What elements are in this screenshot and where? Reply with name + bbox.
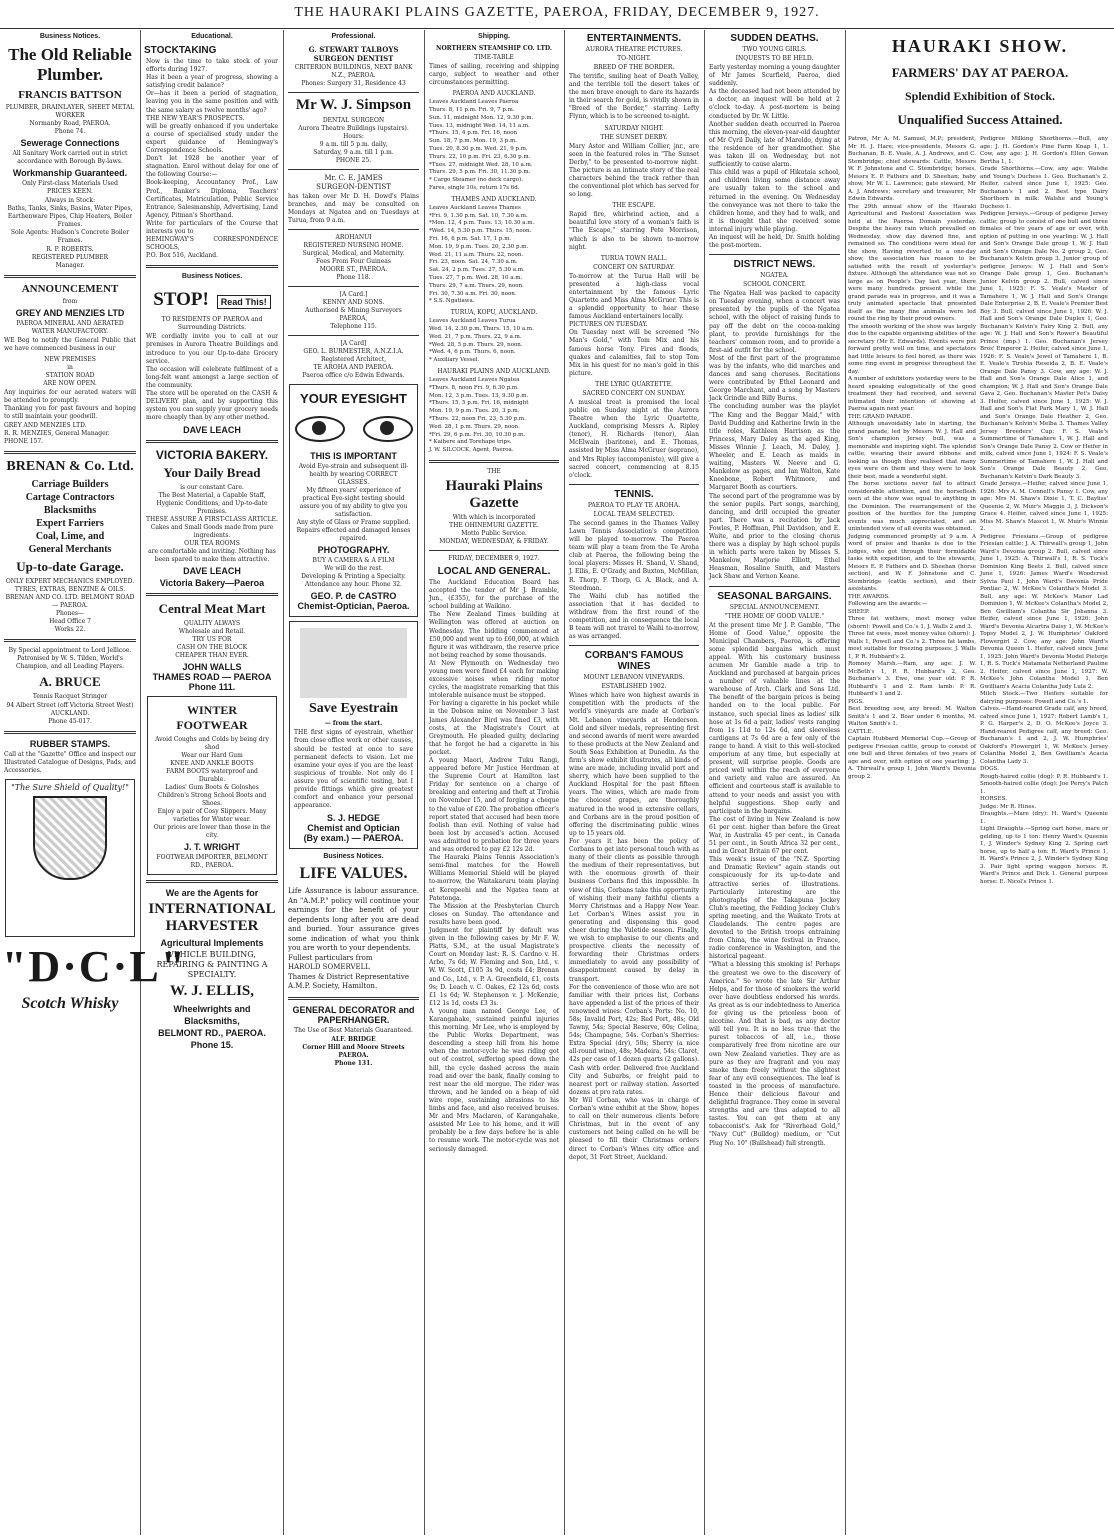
eyesight-advert bbox=[289, 384, 418, 617]
local-general-heading: LOCAL AND GENERAL. bbox=[437, 565, 551, 577]
rubber-stamps-heading: RUBBER STAMPS. bbox=[29, 738, 111, 749]
dcl-advert bbox=[5, 779, 135, 937]
bridge-text: ALF. BRIDGE Corner Hill and Moore Streets PAEROA. Phone 131. bbox=[302, 1035, 405, 1067]
divider bbox=[429, 550, 559, 551]
gazette-the: THE bbox=[487, 467, 501, 475]
column-rule bbox=[845, 30, 846, 1535]
bruce-name: A. BRUCE bbox=[39, 673, 101, 689]
column-professional bbox=[286, 30, 421, 1535]
hauraki-plains-table: Leaves Auckland Leaves Ngatea *Thurs. 8, noon Fri. 9, 6.30 p.m. Mon. 12, 3 p.m. Tues. 13, 9.30 p.m. *Thurs. 15, 5 p.m. Fri. 16, midnight Mon. 19, 9 p.m. Tues. 20, 3 p.m. *Thurs. 22, noon Fri. 23, 5.30 p.m. Wed. 28, 1 p.m. Thurs. 29, noon. *Fri. 29, 6 p.m. Fri. 30, 10.30 p.m. * Kaihere and Torehape trips. J. W. SILCOCK, Agent, Paeroa. bbox=[429, 376, 529, 454]
reading-man-illustration bbox=[300, 628, 407, 698]
divider bbox=[4, 275, 136, 278]
thames-auckland-table: Leaves Auckland Leaves Thames *Fri. 9, 1.30 p.m. Sat. 10, 7.30 a.m. *Mon. 12, 4 p.m. Tues. 13, 10.30 a.m. *Wed. 14, 5.30 p.m. Thurs. 15, noon. Fri. 16, 6 p.m. Sat. 17, 1 p.m. Mon. 19, 9 p.m. Tues. 20, 2.30 p.m. Wed. 21, 11 a.m. Thurs. 22, noon. Fri. 23, noon. Sat. 24, 7.30 a.m. Sat. 24, 2 p.m. Tues. 27, 5.30 a.m. Tues. 27, 7 p.m. Wed. 28, 10 a.m. Thurs. 29, 7 a.m. Thurs. 29, noon. Fri. 30, 7.30 a.m. Fri. 30, noon. * S.S. Ngatiawa. bbox=[429, 204, 535, 305]
residents-text: TO RESIDENTS OF PAEROA and Surrounding Districts. bbox=[161, 316, 263, 332]
wright-name: J. T. WRIGHT bbox=[184, 842, 240, 853]
gazette-info: With which is incorporated THE OHINEMURI GAZETTE. Motto Public Service. MONDAY, WEDNESDAY, & FRIDAY. bbox=[439, 513, 549, 545]
divider bbox=[709, 586, 840, 587]
stocktaking-text: Now is the time to take stock of your efforts during 1927. Has it been a year of progress, showing a satisfying credit balance? Or—has it been a period of stagnation, leaving you in the same position and with the same salary as twelve months' ago? THE NEW YEAR'S PROSPECTS. will be greatly enhanced if you undertake a course of specialised study under the expert guidance of Hemingway's Correspondence Schools. Don't let 1928 be another year of stagnation. Enrol without delay for one of the following Course:— Book-keeping, Accountancy Prof., Law Prof., Banker's Diploma, Teachers' Certificates, Matriculation, Public Service Entrance, Salesmanship, Advertising, Land Agency, Pitman's Shorthand. Write for particulars of the Course that interests you to HEMINGWAY'S CORRESPONDENCE SCHOOLS, P.O. Box 516, Auckland. bbox=[146, 58, 278, 260]
sewerage-heading: Sewerage Connections bbox=[20, 138, 120, 148]
james-name: Mr. C. E. JAMES SURGEON-DENTIST bbox=[316, 174, 391, 191]
column-entertainments bbox=[567, 30, 701, 1535]
aurora-heading: AURORA THEATRE PICTURES. bbox=[585, 46, 683, 53]
paeroa-mineral: PAEROA MINERAL AND AERATED WATER MANUFACTORY. bbox=[16, 320, 124, 335]
column-hauraki-show bbox=[848, 30, 1112, 1535]
divider bbox=[288, 92, 419, 93]
paeroa-auckland-heading: PAEROA AND AUCKLAND. bbox=[452, 90, 536, 98]
wright-text: FOOTWEAR IMPORTER, BELMONT RD., PAEROA. bbox=[156, 854, 268, 870]
important-heading: THIS IS IMPORTANT bbox=[310, 451, 397, 462]
sacred-text: A musical treat is promised the local public on Sunday night at the Aurora Theatre when the Lyric Quartette, Auckland, comprising Messrs A. Ripley (tenor), H. Richards (tenor), Alan McElwain (baritone), and E. Thomas, assisted by Miss Alma McGruer (soprano), and Mrs Ripley (accompaniste), will give a sacred concert, commencing at 8.15 o'clock. bbox=[569, 398, 699, 479]
divider bbox=[709, 254, 840, 255]
gazette-title: Hauraki Plains Gazette bbox=[445, 477, 543, 511]
photography-heading: PHOTOGRAPHY. bbox=[317, 545, 390, 556]
divider bbox=[4, 639, 136, 642]
new-premises: NEW PREMISES in STATION ROAD ARE NOW OPEN. bbox=[43, 356, 97, 388]
column-rule bbox=[704, 30, 705, 1535]
workmanship-heading: Workmanship Guaranteed. bbox=[12, 168, 128, 178]
two-girls: TWO YOUNG GIRLS. bbox=[742, 46, 807, 53]
life-values-text: Life Assurance is labour assurance. An "A.M.P." policy will continue your earnings for the benefit of your dependents long after you are dead and buried. Your assurance gives some indication of what you think you are worth to your dependents. Fullest particulars from HAROLD SOMERVELL Thames & District Representative A.M.P. Society, Hamilton. bbox=[288, 887, 419, 991]
stop-heading: STOP! bbox=[153, 289, 209, 311]
tennis-sub: PAEROA TO PLAY TE AROHA. bbox=[587, 501, 681, 509]
divider bbox=[288, 229, 419, 230]
divider bbox=[569, 484, 699, 485]
john-walls: JOHN WALLS THAMES ROAD — PAEROA Phone 111. bbox=[152, 662, 272, 693]
hedge-name: S. J. HEDGE Chemist and Optician (By exam.) — PAEROA. bbox=[303, 813, 404, 844]
divider bbox=[146, 440, 278, 443]
divider bbox=[288, 997, 419, 1000]
simpson-name: Mr W. J. Simpson bbox=[295, 97, 412, 113]
breed-heading: BREED OF THE BORDER. bbox=[593, 64, 675, 71]
farmers-day: FARMERS' DAY AT PAEROA. bbox=[891, 65, 1069, 80]
concert-heading: CONCERT ON SATURDAY. bbox=[593, 263, 675, 271]
divider bbox=[4, 451, 136, 454]
workmanship-text: Only First-class Materials Used PRICES KEEN. bbox=[22, 180, 118, 195]
shield-icon bbox=[33, 796, 107, 880]
show-title: HAURAKI SHOW. bbox=[891, 36, 1069, 56]
breed-text: The terrific, smiling heat of Death Valley, and the terrible toll the desert takes of the men brave enough to dare its hazards in their search for gold, is vividly shown in "Breed of the Border," starring Lefty Flynn, which is to be screened to-night. bbox=[569, 73, 699, 121]
section-heading: Business Notices. bbox=[323, 853, 384, 861]
column-rule bbox=[564, 30, 565, 1535]
sewerage-text: All Sanitary Work carried out in strict accordance with Borough By-laws. bbox=[12, 150, 128, 165]
photography-text: BUY A CAMERA & A FILM We will do the rest. Developing & Printing a Specialty. Attendance any hour. Phone 32. bbox=[301, 557, 406, 589]
divider bbox=[288, 286, 419, 287]
harvester-heading: INTERNATIONAL HARVESTER bbox=[148, 901, 276, 935]
seasonal-heading: SEASONAL BARGAINS. bbox=[717, 590, 832, 602]
victoria-bakery-paeroa: Victoria Bakery—Paeroa bbox=[159, 578, 265, 589]
show-report-left: Patron, Mr A. M. Samuel, M.P.; president, Mr H. J. Hare; vice-presidents, Messrs G. Buchanan, B. E. Veale, A. J. Andrews, and C. Stembridge; chief stewards: Cattle, Messrs W. F. Johnstone and C. Stembridge; horses, Messrs E. P. Fathers and D. Sheehan; baby show, Mr W. L. Lawrence; gate steward, Mr A. J. Andrews; secretary and treasurer, Mr Edwin Edwards. The 29th annual show of the Hauraki Agricultural and Pastoral Association was held at the Paeroa Domain yesterday. Despite the heavy rain which prevailed on Wednesday, show day dawned fine, and remained so. The conditions were ideal for the show. Having reverted to a one-day show, the association has reason to be satisfied with the result of yesterday's fixture. Although the attendance was not so large as on People's Day last year, there were many hundreds present while the grand parade was in progress, and it was a truly animated spectacle that presented itself as the many fine animals were led round the ring by their proud owners. The smooth working of the show was largely due to the capable organising abilities of the secretary (Mr E. Edwards). Events were put forward pretty well on time, and spectators had little leisure to feel bored, as there was some ring event in progress throughout the day. A number of exhibitors yesterday were to be heard speaking eulogistically of the good treatment they had received, and several intimated their intention of showing at Paeroa again next year. THE GRAND PARADE. Although unavoidably late in starting, the grand parade, led by Messrs W. J. Hall and Son's champion Jersey bull, was a memorable and inspiring sight. The splendid cattle, wearing their award ribbons and looking as though they realised that many eyes were on them and they were to look their best, made a wonderful sight. The horse sections never fail to attract considerable attention, and the horseflesh seen at the show was equal to anything in the Dominion. The rearrangement of the position of the hurdles for the jumping events was much appreciated, and an unintended view of all events was obtained. Judging commenced promptly at 9 a.m. A word of praise and thanks is due to the judges, who got through their formidable tasks with expedition, and to the stewards, Messrs E. P. Fathers and D. Sheehan (horse section), and W. F. Johnstone and C. Stembridge (cattle section), and their assistants. THE AWARDS. Following are the awards:— SHEEP. Three fat wethers, most money value (shorn): Powell and Co.'s 1, J. Walls 2 and 3. Three fat ewes, most money value (shorn): J. Walls 1, Powell and Co.'s 2. Three fat lambs, most suitable for freezing purposes: J. Walls 1, P. R. Hubbard's 2. Romney Marsh.—Ram, any age: J. W. McBeth's 1, P. R. Hubbard's 2, Geo. Buchanan's 3. Ewe, one year old: P. R. Hubbard's 1 and 2. Ram lamb: P. R. Hubbard's 1 and 2. PIGS. Best breeding sow, any breed: M. Walton Smith's 1 and 2. Boar under 6 months, M. Walton Smith's 1. CATTLE. Captain Hubbard Memorial Cup.—Group of pedigree Friesian cattle, group to consist of one bull and three females of two years of age and over, with option of one yearling: J. A. Thirwall's group 1, John Ward's Devonia group 2. bbox=[848, 136, 976, 780]
eyesight-text: Avoid Eye-strain and subsequent ill-health by wearing CORRECT GLASSES. My fifteen years' experience of practical Eye-sight testing should assure you of my ability to give you satisfaction. Any style of Glass or Frame supplied. Repairs effected and damaged lenses repaired. bbox=[296, 463, 411, 543]
sudden-deaths-text: Early yesterday morning a young daughter of Mr James Scurfield, Paeroa, died suddenly. As the deceased had not been attended by a doctor, an inquest will be held at 2 o'clock to-day. A post-mortem is being conducted by Dr. W. Little. Another sudden death occurred in Paeroa this morning, the eleven-year-old daughter of Mr Cyril Daily, late of Mareldo, dying at the residence of her grandmother. She was taken ill on Wednesday, but not sufficiently to cause alarm. This child was a pupil of Hikutaia school, and children living some distance away are usually taken to the school and returned in the evening. On Wednesday the conveyance was not there to take the children home, and they had to walk, and it is thought that she received some internal injury while playing. An inquest will be held, Dr. Smith holding the post-mortem. bbox=[709, 64, 840, 250]
meat-mart-heading: Central Meat Mart bbox=[158, 601, 266, 617]
column-rule bbox=[283, 30, 284, 1535]
splendid-exhibition: Splendid Exhibition of Stock. bbox=[904, 89, 1056, 103]
james-text: has taken over Mr D. H. Dowd's Plains branches, and may be consulted on Mondays at Ngatea and on Tuesdays at Turua, from 9 a.m. bbox=[288, 193, 419, 225]
tennis-sub-2: LOCAL TEAM SELECTED. bbox=[593, 510, 675, 518]
save-eyestrain-advert bbox=[289, 621, 418, 849]
eyes-icon bbox=[292, 409, 415, 449]
school-concert-text: The Ngatea Hall was packed to capacity on Tuesday evening, when a concert was presented by the pupils of the Ngatea school, with the object of raising funds to pay off the debt on the cocoa-making plant, to provide furnishings for the teachers' common room, and to provide a first-aid outfit for the school. Most of the first part of the programme was by the infants, who did marches and dances and sang choruses. Recitations were contributed by Ethel Leonard and George Marchant, and a song by Masters Jack Grindle and Billy Burns. The concluding number was the playlet "The King and the Beggar Maid," with David Dudding and Katherine Irwin in the title roles, Kathleen Harrison as the Princess, Mary Daley as the aged King, Misses Winnie J. Leach, M. Daley, J. Wheeler, and E. Leach as maids in waiting, Masters W. Neeve and G. Mankelow as pages, and Ian Walton, Kate Kneebone, Robert Whitmore, and Margaret Booth as courtiers. The second part of the programme was by the senior pupils. Part songs, marching, dancing, and drill occupied the greater part. There was a recitation by Jack Fowles, P. Hoffman, Phil Davidson, and E. Waite, and prior to the closing chorus there was a display by high school pupils in which parts were taken by Misses S. Mankelow, Marjorie Elliott, Ethel Heasman, Rosaline Smith, and Masters Jack Shaw and Vernon Keane. bbox=[709, 290, 840, 581]
battson-name: FRANCIS BATTSON bbox=[18, 89, 122, 101]
home-of-good-value: "THE HOME OF GOOD VALUE." bbox=[724, 612, 825, 620]
save-eyestrain-text: THE first signs of eyestrain, whether from close office work or other causes, should be tested at once to save permanent defects to vision. Let me examine your eyes if you are the least suspicious of trouble. Not only do I assure you of scientific testing, but I provide fittings which give greatest comfort and enhance your personal appearance. bbox=[294, 729, 413, 810]
section-heading: Shipping. bbox=[478, 33, 510, 40]
scotch-whisky: Scotch Whisky bbox=[21, 995, 119, 1013]
divider bbox=[569, 645, 699, 646]
turua-table: Leaves Auckland Leaves Turua Wed. 14, 2.30 p.m. Thurs. 15, 10 a.m. Wed. 21, 7 p.m. Thurs. 22, 9 a.m. *Wed. 28, 5 p.m. Thurs. 29, noon. *Wed. 4, 6 p.m. Thurs. 6, noon. * Auxiliary Vessel. bbox=[429, 318, 534, 364]
tennis-text: The second games in the Thames Valley Lawn Tennis Association's competition will be played to-morrow. The Paeroa team will play a team from the Te Aroha club at Paeroa, the following being the local players: Misses H. Shand, V. Shand, J. Ellis, E. O'Grady, and Buxton, McMillan, R. Thorp, F. Thorp, G. A. Black, and A. Steedman. The Waihi club has notified the association that it has decided to withdraw from the first round of the competition, and in consequence the local B team will not travel to Waihi to-morrow, as was arranged. bbox=[569, 519, 699, 641]
bruce-text: By Special appointment to Lord Jellicoe. Patronised by W. S. Tilden, World's Champion, and all Leading Players. bbox=[8, 646, 132, 670]
divider bbox=[146, 880, 278, 883]
escape-heading: THE ESCAPE. bbox=[612, 202, 656, 210]
established: ESTABLISHED 1902. bbox=[601, 683, 667, 691]
inquests: INQUESTS TO BE HELD. bbox=[735, 55, 814, 62]
section-heading: Business Notices. bbox=[181, 273, 243, 281]
timetable-heading: TIME-TABLE bbox=[474, 54, 514, 61]
sudden-deaths-heading: SUDDEN DEATHS. bbox=[730, 33, 819, 44]
mt-lebanon: MOUNT LEBANON VINEYARDS. bbox=[583, 674, 685, 682]
talboys-name: G. STEWART TALBOYS SURGEON DENTIST bbox=[308, 45, 399, 63]
tennis-heading: TENNIS. bbox=[614, 488, 654, 500]
section-heading: Professional. bbox=[331, 33, 376, 40]
stock-text: Always in Stock: Baths, Tanks, Sinks, Basins, Water Pipes, Earthenware Pipes, Chip Heaters, Boiler Frames. Sole Agents: Hudson's Concrete Boiler Frames. bbox=[7, 197, 133, 244]
divider bbox=[4, 731, 136, 734]
divider bbox=[429, 460, 559, 463]
section-heading: Educational. bbox=[191, 33, 233, 40]
timetable-text: Times of sailing, receiving and shipping cargo, subject to weather and other circumstances permitting. bbox=[429, 63, 559, 87]
show-report-body bbox=[848, 136, 1112, 886]
winter-footwear-text: Avoid Coughs and Colds by being dry shod Wear our Hard Gum KNEE AND ANKLE BOOTS FARM BOOTS waterproof and Durable. Ladies' Gum Boots & Goloshes Children's Strong School Boots and Shoes. Enjoy a pair of Cosy Slippers. Many varieties for Winter wear. Our prices are lower than those in the city. bbox=[153, 736, 271, 840]
stocktaking-heading: STOCKTAKING bbox=[144, 45, 217, 56]
burmester-text: [A Card] GEO. L. BURMESTER, A.N.Z.I.A. Registered Architect, TE AROHA AND PAEROA. Paeroa office c/o Edwin Edwards. bbox=[302, 340, 405, 380]
announcement-from: from bbox=[62, 298, 78, 305]
winter-footwear-heading: WINTER FOOTWEAR bbox=[176, 703, 248, 733]
bruce-title: Tennis Racquet Stringer bbox=[32, 692, 108, 700]
vehicle-text: VEHICLE BUILDING, REPAIRING & PAINTING A SPECIALTY. bbox=[156, 950, 268, 980]
simpson-text: DENTAL SURGEON Aurora Theatre Buildings (upstairs). Hours: 9 a.m. till 5 p.m. daily, Saturday, 9 a.m. till 1 p.m. PHONE 25. bbox=[298, 117, 409, 164]
corban-heading: CORBAN'S FAMOUS WINES bbox=[584, 650, 684, 673]
battson-text: PLUMBER, DRAINLAYER, SHEET METAL WORKER Normanby Road, PAEROA. Phone 74. bbox=[5, 104, 135, 135]
dave-leach-2: DAVE LEACH bbox=[183, 566, 241, 577]
divider bbox=[288, 335, 419, 336]
bruce-address: 94 Albert Street (off Victoria Street West) AUCKLAND. Phone 45-017. bbox=[6, 701, 134, 725]
roberts-text: R. P. ROBERTS. REGISTERED PLUMBER Manager. bbox=[31, 246, 109, 269]
plumber-heading: The Old Reliable Plumber. bbox=[8, 45, 132, 84]
ellis-name: W. J. ELLIS, bbox=[169, 983, 255, 1000]
show-report-right: Pedigree Milking Shorthorns.—Bull, any age: J. H. Gordon's Pine Farm Knap 1, 1. Cow, any age: J. H. Gordon's Ellen Gowan Bertha 1, 1. Grade Shorthorns.—Cow, any age: Walshe and Young's Duchess 1. Geo. Buchanan's 2. Heifer, calved since June 1, 1925: Geo. Buchanan's 1 and 2. Best type Dairy Shorthorn in milk: Walshe and Young's Duchess 1. Pedigree Jerseys.—Group of pedigree Jersey cattle; group to consist of one bull and three females of two years of age or over, with option of putting in one yearling: W. J. Hall and Son's Orange Dale group 1, W. J. Hall and Son's Orange Dale No. 2 group 2, Geo. Buchanan's Kelvin group 3. Junior group of pedigree Jerseys: W. J. Hall and Son's Orange Dale group 1, Geo. Buchanan's Junior Kelvin group 2. Bull, calved since June 1, 1925: F. S. Veale's Master of Tamahere 1, W. J. Hall and Son's Orange Dale Enterprise 2, B. E. Veale's Premier Best Boy 3. Bull, calved since June 1, 1926: W. J. Hall and Son's Orange Dale Duplex 1, Geo. Buchanan's Kelvin's Fairy King 2. Bull, any age: W. J. Hall and Son's Rower's Beautiful Prince (imp.) 1. Geo. Buchanan's Jersey Bros' Emperor 2. Heifer, calved since June 1, 1926: F. S. Veale's Jewel of Tamahere 1, B. E. Veale's Tirohia Reseida 2, B. E. Veale's Orange Dale Pansy 3. Cow, any age: W. J. Hall and Son's Orange Dale Alice 1, and champion; W. J. Hall and Son's Orange Dale Gava 2, Geo. Buchanan's Master Pet's Daisy 3. Heifer, calved since June 1, 1925: W. J. Hall and Son's Flat Park Mary 1, W. J. Hall and Son's Orange Dale Heather 2, Geo. Buchanan's Kelvin's Melba 3. Thames Valley Jersey Breeders' Cup: F. S. Veale's Summertime of Tamahere 1, W. J. Hall and Son's Orange Dale Pansy 2. Cow or Heifer in milk, calved since June 1, 1924: F. S. Veale's Summertime of Tamahere 1, W. J. Hall and Son's Orange Dale Beauty 2, Geo. Buchanan's Kelvin's Dark Beauty 3. Grade Jerseys.—Heifer, calved since June 1, 1926: Mrs A. M. Connell's Pansy 1. Cow, any age: Mrs M. Shaw's Dixie 1, T. C. Bayliss' Queenie 2, W. Muir's Maggie 3, J. Dickson's Grace 4. Heifer, calved since June 1, 1925: Miss M. Shaw's Mascot 1, W. Muir's Winnie 2. Pedigree Friesians.—Group of pedigree Friesian cattle: J. A. Thirwall's group 1, John Ward's Devonia group 2. Bull, calved since June 1, 1925: A. Thirwall's 1, R. S. Tuck's Dominion King Beets 2. Bull, calved since June 1, 1926: James Ward's Woodcrest Sylvia Paul 1, John Ward's Devonia Pride Pontiac 2, W. McKee's Colantha's Model 3. Bull, any age: W. McKee's Manor Lad Dominion 1, W. McKee's Colantha's Model 2, Ben Gwilliam's Colantha Sir Johanna 3. Heifer, calved since June 1, 1926: John Ward's Devonia Alcartra Daisy 1, W. McKee's Topsy Model 2, J. W. Humphries' Oakford Flowergirl 2. Cow, any age: John Ward's Devonia Queen 1. Heifer, calved since June 1, 1925: John Ward's Devonia Model Pieterje 1, R. S. Tuck's Matamata Netherland Pauline 2. Heifer, calved since June 1, 1927: W. McKee's John Colantha Model 1, Ben Gwilliam's Acacia Colantha Judy Lula 2. Milch Stock.—Two Heifers suitable for dairying purposes: Powell and Co.'s 1. Calves.—Hand-reared Grade calf, any breed, calved since June 1, 1927: Robert Lamb's 1, P. G. Harper's 2, D. O. McKee's Joyce 3. Hand-reared Pedigree calf, any breed: Geo. Buchanan's 1 and 2, J. W. Humphries' Oakford's Flowergirl 1, W. McKee's Jersey Colantha Model 2, Ben Gwilliam's Acacia Colantha Lady 3. DOGS. Rough-haired collie (dog): P. R. Hubbard's 1. Smooth-haired collie (dog): Joe Perry's Patch 1. HORSES. Judge: Mr R. Hines. Draughts.—Mare (dry): H. Ward's Queenie 1. Light Draughts.—Spring cart horse, mare or gelding, up to 1 ton: Henry Ward's Queenie 1, J. Winder's Sydney King 2. Spring cart horse, up to half a ton: R. Ward's Prince 1, H. Ward's Prince 2, J. Winder's Sydney King 3. Pair light spring waggon horses: R. Ward's Prince and Dick 1. General purpose horse: E. Nicol's Prince 1. bbox=[980, 136, 1108, 885]
special-announcement: SPECIAL ANNOUNCEMENT. bbox=[729, 603, 820, 611]
stop-header bbox=[144, 285, 280, 315]
column-educational bbox=[144, 30, 280, 1535]
agri-implements: Agricultural Implements bbox=[160, 938, 264, 949]
divider bbox=[146, 593, 278, 596]
dave-leach: DAVE LEACH bbox=[183, 425, 241, 436]
section-heading: Business Notices. bbox=[39, 33, 101, 40]
ngatea: NGATEA. bbox=[760, 272, 789, 280]
nsc-heading: NORTHERN STEAMSHIP CO. LTD. bbox=[435, 45, 553, 52]
concert-text: To-morrow at the Turua Hall will be presented a high-class vocal entertainment by the famous Lyric Quartette and Miss Alma McGruer. This is a splendid opportunity to hear these famous Auckland entertainers locally. PICTURES ON TUESDAY. On Tuesday next will be screened "No Man's Gold," with Tom Mix and his famous horse Tony. Fires and floods, quakes and calamities, fail to stop Tom Mix in his quest for no man's gold in this picture. bbox=[569, 272, 699, 377]
winter-footwear-box bbox=[147, 696, 277, 875]
escape-text: Rapid fire, whirlwind action, and a beautiful love story of a woman's faith is "The Escape," starring Pete Morrison, which is also to be shown to-morrow night. bbox=[569, 211, 699, 251]
save-eyestrain-sub: — from the start. bbox=[324, 720, 383, 728]
enquiries-text: Any inquiries for our aerated waters will be attended to promptly. Thanking you for past favours and hoping to still maintain your goodwill. GREY AND MENZIES LTD. R. R. MENZIES, General Manager. PHONE 157. bbox=[4, 389, 136, 445]
shield-slogan: "The Sure Shield of Quality!" bbox=[11, 783, 129, 793]
brenan-lines: Carriage Builders Cartage Contractors Blacksmiths Expert Farriers Coal, Lime, and General Merchants bbox=[25, 478, 115, 555]
lyric-heading: THE LYRIC QUARTETTE. bbox=[595, 380, 673, 388]
thames-auckland-heading: THAMES AND AUCKLAND. bbox=[451, 195, 537, 203]
garage-heading: Up-to-date Garage. bbox=[16, 558, 124, 574]
column-rule bbox=[140, 30, 141, 1535]
bread-text: is our constant Care. The Best Material, a Capable Staff, Hygienic Conditions, and Up-to-date Premises. THESE ASSURE A FIRST-CLASS ARTICLE. Cakes and Small Goods made from pure ingredients. OUR TEA ROOMS are comfortable and inviting. Nothing has been spared to make them attractive. bbox=[146, 484, 278, 564]
column-rule bbox=[424, 30, 425, 1535]
masthead: THE HAURAKI PLAINS GAZETTE, PAEROA, FRIDAY, DECEMBER 9, 1927. bbox=[0, 0, 1114, 29]
saturday-heading: SATURDAY NIGHT. bbox=[604, 124, 664, 132]
hauraki-plains-heading: HAURAKI PLAINS AND AUCKLAND. bbox=[437, 367, 551, 375]
agents-text: We are the Agents for bbox=[165, 888, 259, 899]
castro-name: GEO. P. de CASTRO Chemist-Optician, Paeroa. bbox=[297, 591, 410, 612]
entertainments-heading: ENTERTAINMENTS. bbox=[586, 33, 682, 44]
district-news-heading: DISTRICT NEWS. bbox=[733, 259, 816, 271]
eyesight-heading: YOUR EYESIGHT bbox=[300, 391, 407, 407]
corban-text: Wines which have won highest awards in competition with the products of the world's vineyards are made at Corban's Mt. Lebanon vineyards at Henderson. Gold and silver medals, representing first and second awards of merit were awarded to these products at the New Zealand and South Seas Exhibition at Dunedin. As the firm's show exhibit illustrates, all kinds of wine are made, including invalid port and sherry, which have been supplied to the Auckland Hospital for the past fifteen years. The wines, which are made from the choicest grapes, are thoroughly matured in the wood in extensive cellars, and Corbans are in the proud position of offering the discriminating public wines up to 15 years old. For years it has been the policy of Corbans to get into personal touch with as many of their clients as possible through the medium of their representatives, but with the enormous growth of their business Corbans find this impossible. In view of this, Corbans take this opportunity of wishing their many faithful clients a Merry Christmas and a Happy New Year. Let Corban's Wines assist you in generating and dispensing this good cheer during the Yuletide season. Finally, we wish to emphasise to our clients and prospective clients the necessity of forwarding their Christmas orders immediately to avoid any possibility of disappointment caused by delay in transport. For the convenience of those who are not familiar with their prices list, Corbans have appended a list of the prices of their renowned wines: Corban's Ports: No. 10, 58s; Invalid Port, 42s; Red Port, 48s; Old Tawny, 54s; Special Reserve, 60s; Celina, 54s; Champagne, 54s. Corban's Sherries: Extra Special (dry), 50s; Sherry (a nice all-round wine), 48s; Madeira, 54s; Claret, 42s per case of 1 dozen quarts (2 gallons). Cash with order. Delivered free Auckland City and Suburbs, or freight paid to nearest port or railway station. Assorted dozens at pro rata rates. Mr Wil Corban, who was in charge of Corban's wine exhibit at the Show, hopes to call on their numerous clients before Christmas, but in the event of any customers not being called on he will be pleased to fill their Christmas orders direct to Corban's Wines city office and depot, 31 Fort Street, Auckland. bbox=[569, 692, 699, 1161]
notify-text: WE Beg to notify the General Public that we have commenced business in our bbox=[4, 337, 136, 353]
turua-heading: TURUA, KOPU, AUCKLAND. bbox=[450, 309, 538, 317]
grey-menzies: GREY AND MENZIES LTD bbox=[15, 308, 125, 318]
daily-bread: Your Daily Bread bbox=[163, 465, 261, 481]
ellis-text: Wheelwrights and Blacksmiths, BELMONT RD., PAEROA. Phone 15. bbox=[158, 1004, 266, 1051]
criterion-text: CRITERION BUILDINGS, NEXT BANK N.Z., PAEROA. Phones: Surgery 31, Residence 43 bbox=[294, 64, 413, 87]
tonight: TO-NIGHT. bbox=[617, 55, 651, 62]
unqualified-success: Unqualified Success Attained. bbox=[897, 112, 1063, 127]
kenny-text: [A Card.] KENNY AND SONS. Authorised & Mining Surveyors PAEROA, Telephone 115. bbox=[305, 291, 402, 331]
derby-text: Mary Astor and William Collier, jnr., are seen in the featured roles in "The Sunset Derby," to be presented to-morrow night. The picture is an intimate story of the real characters behind the track rather than the conventional plot which has served for so long. bbox=[569, 142, 699, 199]
decorator-heading: GENERAL DECORATOR and PAPERHANGER. bbox=[292, 1004, 415, 1025]
announcement-heading: ANNOUNCEMENT bbox=[21, 283, 119, 295]
life-values-heading: LIFE VALUES. bbox=[299, 865, 408, 883]
turua-hall-heading: TURUA TOWN HALL. bbox=[600, 254, 668, 262]
brenan-heading: BRENAN & Co. Ltd. bbox=[6, 458, 134, 474]
decorator-text: The Use of Best Materials Guaranteed. bbox=[294, 1026, 413, 1034]
school-concert: SCHOOL CONCERT. bbox=[743, 281, 806, 289]
divider bbox=[288, 169, 419, 170]
local-general-text: The Auckland Education Board has accepted the tender of Mr J. Bramble, Jun., (£355), for the purchase of the school building at Waikino. The New Zealand Times building at Wellington was offered at auction on Wednesday. The bidding commenced at £50,000 and went up to £60,000, at which figure it was withdrawn, the reserve price not being reached by some thousands. At New Plymouth on Wednesday two young men were fined £4 each for making excessive noises when riding motor cycles, the magistrate remarking that this intolerable nuisance must be stopped. For having a cigarette in his pocket while in the Dobson mine on November 3 last James Alexander Bird was fined £3, with costs, at the Magistrate's Court at Greymouth. He pleaded guilty, declaring that he forgot he had a cigarette in his pocket. A young Maori, Andrew Tuku Rangi, appeared before Mr Justice Herdman at the Supreme Court at Hamilton last Friday for sentence on a charge of breaking and entering and theft at Tirohia on November 15, and of forging a cheque to the value of £20. The probation officer's report stated that accused had been more foolish than evil. Nothing of value had been lost by accused's action. Accused was admitted to probation for three years and was ordered to pay £2 12s 2d. The Hauraki Plains Tennis Association's semi-final matches for the Howell Williams Memorial Shield will be played to-morrow, the Waitakaruru team playing at Kerepeehi and the Ngatea team at Patetonga. The Mission at the Presbyterian Church closes on Sunday. The attendance and results have been good. Judgment for plaintiff by default was given in the following cases by Mr F. W. Platts, S.M., at the usual Magistrate's Court on Monday last: R. S. Cardno v. H. Arbo, 7s 6d; W. Fleming and Son, Ltd., v. W. W. Scott, £105 3s 9d, costs £4; Brenan and Co., Ltd., v. P. A. Greenfield, £1, costs 9s; D. Leach v. C. Oakes, £2 12s 6d, costs £1 1s 6d; W. Stephenson v. J. McKenzie, £12 1s 1d, costs £3 3s. A young man named George Lee, of Karangahake, sustained painful injuries this morning. Mr Lee, who is employed by the Public Works Department, was descending a steep hill from his home when the motor-cycle he was riding got out of control, suffering speed down the hill, the cycle dashed across the main road and over the bank, finally coming to rest near the old morgue. The rider was thrown, and he landed on a heap of old wire rope, sustaining abrasions to his limbs and face, and also received bruises. Mr and Mrs Maclaren, of Karangahake, assisted Mr Lee to his home, and it will probably be a few days before he is able to resume work. The motor-cycle was not seriously damaged. bbox=[429, 578, 559, 1153]
column-news bbox=[707, 30, 842, 1535]
meat-mart-text: QUALITY ALWAYS Wholesale and Retail. TRY US FOR CASH ON THE BLOCK CHEAPER THAN EVER. bbox=[175, 620, 249, 660]
issue-date: FRIDAY, DECEMBER 9, 1927. bbox=[448, 554, 540, 562]
paeroa-auckland-table: Leaves Auckland Leaves Paeroa Thurs. 8, 11 p.m. Fri. 9, 7 p.m. Sun. 11, midnight Mon. 12, 9.30 p.m. Tues. 13, midnight Wed. 14, 11 a.m. *Thurs. 15, 4 p.m. Fri. 16, noon Sun. 18, 7 p.m. Mon. 19, 3 p.m. Tues. 20, 8.30 p.m. Wed. 21, 9 p.m. Thurs. 22, 10 p.m. Fri. 23, 6.30 p.m. *Tues. 27, midnight Wed. 28, 10 a.m. Thurs. 29, 5 p.m. Fri. 30, 11.30 p.m. * Cargo Steamer (no deck cargo). Fares, single 10s, return 17s 6d. bbox=[429, 99, 534, 192]
save-eyestrain-heading: Save Eyestrain bbox=[308, 701, 399, 717]
rubber-stamps-text: Call at the "Gazette" Office and inspect our Illustrated Catalogue of Designs, Pads, and Accessories. bbox=[4, 750, 136, 775]
victoria-bakery-heading: VICTORIA BAKERY. bbox=[155, 448, 269, 463]
garage-text: ONLY EXPERT MECHANICS EMPLOYED. TYRES, EXTRAS, BENZINE & OILS. BRENAN AND CO. LTD. BELMONT ROAD — PAEROA. Phones— Head Office 7 Works 22. bbox=[5, 577, 135, 633]
sacred-heading: SACRED CONCERT ON SUNDAY. bbox=[582, 389, 686, 397]
invite-text: WE cordially invite you to call at our premises in Aurora Theatre Buildings and introduce to you our Up-to-date Grocery service. The occasion will celebrate fulfilment of a long-felt want amongst a large section of the community. The store will be operated on the CASH & DELIVERY plan, and by supporting this system you can supply your grocery needs more cheaply than by any other method. bbox=[146, 333, 278, 422]
read-this: Read This! bbox=[217, 295, 271, 309]
arohanui-text: AROHANUI REGISTERED NURSING HOME. Surgical, Medical, and Maternity. Fees From Four Guineas MOORE ST., PAEROA. Phone 118. bbox=[302, 234, 405, 282]
derby-heading: THE SUNSET DERBY. bbox=[600, 133, 668, 141]
dcl-logo: "D·C·L" bbox=[2, 942, 188, 992]
divider bbox=[146, 265, 278, 268]
column-shipping bbox=[427, 30, 561, 1535]
seasonal-text: At the present time Mr J. P. Gamble, "The Home of Good Value," opposite the Municipal Chambers, Paeroa, is offering some splendid bargains which must appeal. With his customary business acumen Mr Gamble made a trip to Auckland and purchased at bargain prices a number of valuable lines at the warehouse of Arch. Clark and Sons Ltd. The benefit of the bargain prices is being handed on to the local public. For instance, such special lines as ladies' silk hose at 1s 6d a pair, ladies' vests ranging from 1s 11d to 12s 6d, and sleeveless cardigans at 7s 6d are a few only of the range to hand. A visit to this well-stocked emporium at any time, but especially at present, will surprise people. Goods are priced well within the reach of everyone and variety and value are assured. An efficient and courteous staff is available to attend to your needs and assist you with helpful suggestions. Shop early and participate in the bargains. The cost of living in New Zealand is now 61 per cent. higher than before the Great War, in Australia 45 per cent., in Canada 51 per cent., in South Africa 32 per cent., and in Great Britain 67 per cent. This week's issue of the "N.Z. Sporting and Dramatic Review" again stands out conspicuously for its up-to-date and attractive series of illustrations. Particularly interesting are the photographs of the Takapuna Jockey Club's meeting, the Feilding Jockey Club's spring meeting, and the Waikato Trots at Claudelands. The centre pages are devoted to the British troops entraining from China, the wine festival in France, radio conference in Washington, and the historical pageant. "What a blessing this smoking is! Perhaps the greatest we owe to the discovery of America." So wrote the late Sir Arthur Helps, and for those of smokers the world over have doubtless endorsed his words. As great as is our indebtedness to America for giving us the priceless boon of nicotine. And that is bad, as any doctor will tell you. It is no less true that the purest tobaccos of all, i.e., those comparatively free from nicotine are our own New Zealand varieties. They are as pure as they are fragrant and you may smoke them freely without the slightest fear of any evil consequences. The leaf is toasted in the process of manufacture. Hence their delicious flavour and delightful fragrance. They come in several strengths and are thus adapted to all tastes. You can get them at any tobacconist's. Ask for "Riverhead Gold," "Navy Cut" (Bulldog) medium, or "Cut Plug No. 10" (Bullshead) full strength. bbox=[709, 621, 840, 1147]
